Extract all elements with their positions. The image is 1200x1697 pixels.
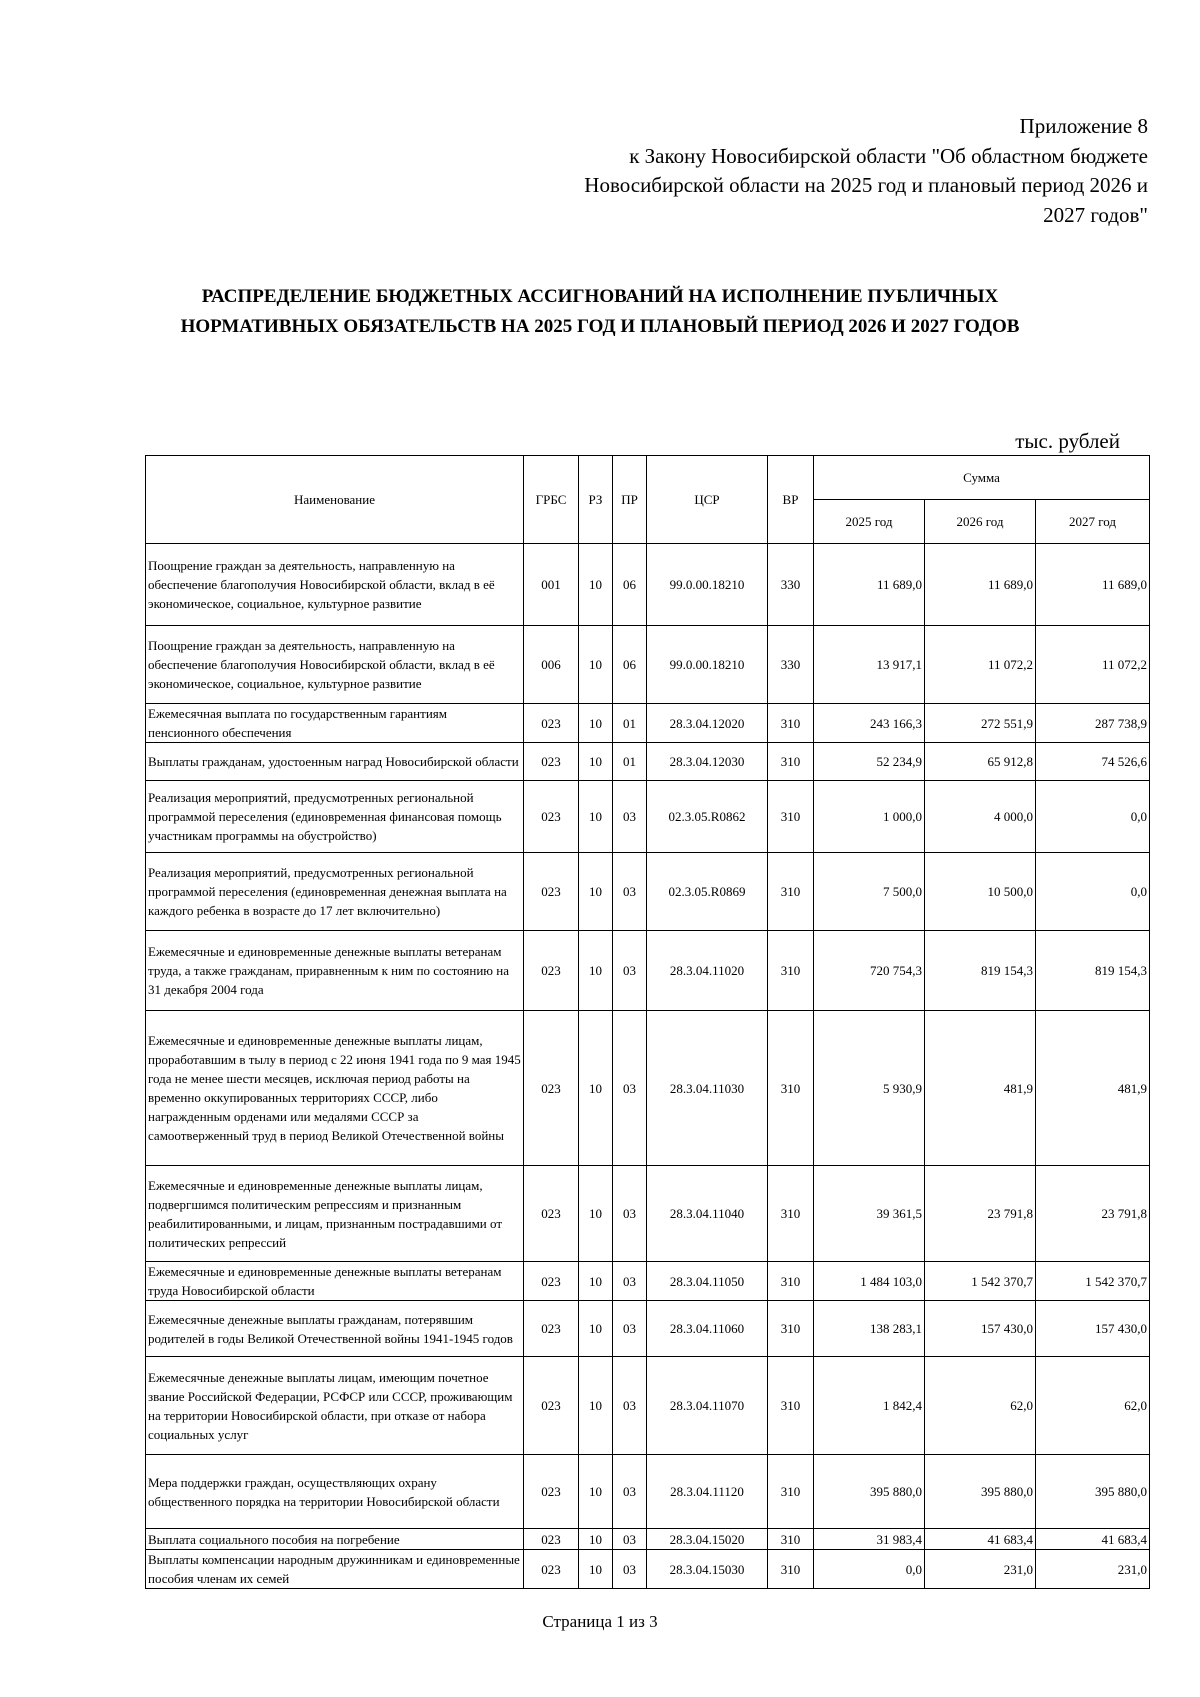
row-rz-cell: 10: [579, 1166, 613, 1262]
table-row: [146, 544, 1150, 626]
row-pr-cell: 03: [613, 1357, 647, 1455]
unit-label: тыс. рублей: [1015, 429, 1120, 453]
table-row: [146, 743, 1150, 781]
row-pr-cell: 01: [613, 704, 647, 743]
row-sum-2025-cell: 13 917,1: [814, 626, 925, 704]
header-name: Наименование: [146, 456, 524, 544]
table-row: [146, 1166, 1150, 1262]
header-pr: ПР: [613, 456, 647, 544]
row-csr-cell: 28.3.04.12030: [647, 743, 768, 781]
table-body: [146, 544, 1150, 1589]
row-sum-2025-cell: 243 166,3: [814, 704, 925, 743]
row-rz-cell: 10: [579, 1262, 613, 1301]
row-sum-2026-cell: 395 880,0: [925, 1455, 1036, 1529]
row-sum-2025-cell: 7 500,0: [814, 853, 925, 931]
row-csr-cell: 28.3.04.11060: [647, 1301, 768, 1357]
row-grbs-cell: 023: [524, 1455, 579, 1529]
row-sum-2027-cell: 0,0: [1036, 781, 1150, 853]
header-year-2025: 2025 год: [814, 500, 925, 544]
row-csr-cell: 28.3.04.15030: [647, 1550, 768, 1589]
row-sum-2026-cell: 157 430,0: [925, 1301, 1036, 1357]
appendix-line-1: Приложение 8: [1019, 114, 1148, 138]
row-pr-cell: 06: [613, 626, 647, 704]
table-row: [146, 781, 1150, 853]
row-grbs-cell: 023: [524, 781, 579, 853]
row-rz-cell: 10: [579, 1455, 613, 1529]
row-sum-2027-cell: 74 526,6: [1036, 743, 1150, 781]
table-row: [146, 1357, 1150, 1455]
row-sum-2027-cell: 11 072,2: [1036, 626, 1150, 704]
row-sum-2027-cell: 157 430,0: [1036, 1301, 1150, 1357]
row-pr-cell: 03: [613, 1011, 647, 1166]
row-name-cell: Поощрение граждан за деятельность, направленную на обеспечение благополучия Новосибирской области, вклад в её экономическое, социальное, культурное развитие: [146, 626, 524, 704]
row-sum-2025-cell: 1 842,4: [814, 1357, 925, 1455]
row-rz-cell: 10: [579, 743, 613, 781]
row-vr-cell: 310: [768, 781, 814, 853]
row-csr-cell: 99.0.00.18210: [647, 544, 768, 626]
table-row: [146, 853, 1150, 931]
title-line-1: РАСПРЕДЕЛЕНИЕ БЮДЖЕТНЫХ АССИГНОВАНИЙ НА ИСПОЛНЕНИЕ ПУБЛИЧНЫХ: [201, 286, 999, 307]
row-pr-cell: 03: [613, 1262, 647, 1301]
row-name-cell: Поощрение граждан за деятельность, направленную на обеспечение благополучия Новосибирской области, вклад в её экономическое, социальное, культурное развитие: [146, 544, 524, 626]
header-rz: РЗ: [579, 456, 613, 544]
row-vr-cell: 330: [768, 544, 814, 626]
header-grbs: ГРБС: [524, 456, 579, 544]
row-sum-2027-cell: 11 689,0: [1036, 544, 1150, 626]
row-grbs-cell: 023: [524, 1011, 579, 1166]
row-grbs-cell: 023: [524, 853, 579, 931]
row-pr-cell: 03: [613, 1550, 647, 1589]
row-pr-cell: 06: [613, 544, 647, 626]
row-pr-cell: 03: [613, 1301, 647, 1357]
row-sum-2027-cell: 231,0: [1036, 1550, 1150, 1589]
row-name-cell: Выплаты компенсации народным дружинникам и единовременные пособия членам их семей: [146, 1550, 524, 1589]
row-sum-2027-cell: 395 880,0: [1036, 1455, 1150, 1529]
row-vr-cell: 310: [768, 853, 814, 931]
row-sum-2026-cell: 481,9: [925, 1011, 1036, 1166]
row-name-cell: Выплата социального пособия на погребение: [146, 1529, 524, 1550]
row-csr-cell: 28.3.04.11070: [647, 1357, 768, 1455]
row-pr-cell: 03: [613, 781, 647, 853]
row-sum-2026-cell: 41 683,4: [925, 1529, 1036, 1550]
row-sum-2025-cell: 1 000,0: [814, 781, 925, 853]
header-row-1: [146, 456, 1150, 500]
row-grbs-cell: 023: [524, 1357, 579, 1455]
row-rz-cell: 10: [579, 1529, 613, 1550]
row-rz-cell: 10: [579, 1357, 613, 1455]
row-sum-2026-cell: 10 500,0: [925, 853, 1036, 931]
table-row: [146, 931, 1150, 1011]
row-sum-2025-cell: 720 754,3: [814, 931, 925, 1011]
row-sum-2025-cell: 1 484 103,0: [814, 1262, 925, 1301]
row-rz-cell: 10: [579, 1301, 613, 1357]
row-rz-cell: 10: [579, 781, 613, 853]
row-rz-cell: 10: [579, 1550, 613, 1589]
row-name-cell: Выплаты гражданам, удостоенным наград Новосибирской области: [146, 743, 524, 781]
row-pr-cell: 03: [613, 1166, 647, 1262]
row-rz-cell: 10: [579, 704, 613, 743]
row-csr-cell: 28.3.04.11040: [647, 1166, 768, 1262]
row-csr-cell: 28.3.04.11120: [647, 1455, 768, 1529]
page-number: Страница 1 из 3: [542, 1612, 658, 1631]
header-year-2026: 2026 год: [925, 500, 1036, 544]
row-pr-cell: 03: [613, 1455, 647, 1529]
row-name-cell: Реализация мероприятий, предусмотренных региональной программой переселения (единовременная финансовая помощь участникам программы на обустройство): [146, 781, 524, 853]
row-sum-2027-cell: 481,9: [1036, 1011, 1150, 1166]
row-csr-cell: 28.3.04.11050: [647, 1262, 768, 1301]
row-grbs-cell: 001: [524, 544, 579, 626]
row-grbs-cell: 023: [524, 1301, 579, 1357]
appendix-line-3: Новосибирской области на 2025 год и плановый период 2026 и: [584, 173, 1148, 197]
row-vr-cell: 310: [768, 1262, 814, 1301]
header-sum: Сумма: [814, 456, 1150, 500]
row-name-cell: Ежемесячные денежные выплаты гражданам, потерявшим родителей в годы Великой Отечественной войны 1941-1945 годов: [146, 1301, 524, 1357]
row-pr-cell: 01: [613, 743, 647, 781]
table-row: [146, 1301, 1150, 1357]
row-sum-2027-cell: 62,0: [1036, 1357, 1150, 1455]
row-vr-cell: 310: [768, 1550, 814, 1589]
row-sum-2026-cell: 11 689,0: [925, 544, 1036, 626]
appendix-line-2: к Закону Новосибирской области "Об областном бюджете: [629, 143, 1148, 168]
header-csr: ЦСР: [647, 456, 768, 544]
row-vr-cell: 310: [768, 1301, 814, 1357]
row-sum-2027-cell: 819 154,3: [1036, 931, 1150, 1011]
row-vr-cell: 310: [768, 1455, 814, 1529]
row-name-cell: Ежемесячные и единовременные денежные выплаты лицам, проработавшим в тылу в период с 22 июня 1941 года по 9 мая 1945 года не менее шести месяцев, исключая период работы на временно оккупированных территориях СССР, либо награжденным орденами или медалями СССР за самоотверженный труд в период Великой Отечественной войны: [146, 1011, 524, 1166]
header-year-2027: 2027 год: [1036, 500, 1150, 544]
row-sum-2026-cell: 65 912,8: [925, 743, 1036, 781]
table-row: [146, 1262, 1150, 1301]
header-vr: ВР: [768, 456, 814, 544]
row-rz-cell: 10: [579, 544, 613, 626]
row-sum-2026-cell: 11 072,2: [925, 626, 1036, 704]
row-name-cell: Мера поддержки граждан, осуществляющих охрану общественного порядка на территории Новосибирской области: [146, 1455, 524, 1529]
row-name-cell: Ежемесячные и единовременные денежные выплаты лицам, подвергшимся политическим репрессиям и признанным реабилитированными, и лицам, признанным пострадавшими от политических репрессий: [146, 1166, 524, 1262]
row-pr-cell: 03: [613, 931, 647, 1011]
row-name-cell: Реализация мероприятий, предусмотренных региональной программой переселения (единовременная денежная выплата на каждого ребенка в возрасте до 17 лет включительно): [146, 853, 524, 931]
row-sum-2027-cell: 1 542 370,7: [1036, 1262, 1150, 1301]
row-grbs-cell: 023: [524, 743, 579, 781]
row-csr-cell: 02.3.05.R0862: [647, 781, 768, 853]
row-sum-2026-cell: 4 000,0: [925, 781, 1036, 853]
appendix-line-4: 2027 годов": [1043, 202, 1148, 227]
row-sum-2027-cell: 0,0: [1036, 853, 1150, 931]
row-grbs-cell: 023: [524, 704, 579, 743]
row-sum-2026-cell: 1 542 370,7: [925, 1262, 1036, 1301]
row-name-cell: Ежемесячные и единовременные денежные выплаты ветеранам труда Новосибирской области: [146, 1262, 524, 1301]
row-vr-cell: 310: [768, 1011, 814, 1166]
row-grbs-cell: 023: [524, 1550, 579, 1589]
row-sum-2025-cell: 0,0: [814, 1550, 925, 1589]
budget-table: [145, 455, 1150, 1589]
row-grbs-cell: 023: [524, 1166, 579, 1262]
row-sum-2025-cell: 395 880,0: [814, 1455, 925, 1529]
row-grbs-cell: 023: [524, 931, 579, 1011]
row-name-cell: Ежемесячная выплата по государственным гарантиям пенсионного обеспечения: [146, 704, 524, 743]
row-rz-cell: 10: [579, 853, 613, 931]
row-sum-2026-cell: 231,0: [925, 1550, 1036, 1589]
table-row: [146, 1455, 1150, 1529]
row-sum-2026-cell: 23 791,8: [925, 1166, 1036, 1262]
row-sum-2027-cell: 41 683,4: [1036, 1529, 1150, 1550]
row-pr-cell: 03: [613, 853, 647, 931]
appendix-header: [528, 112, 1148, 230]
table-row: [146, 1550, 1150, 1589]
row-rz-cell: 10: [579, 1011, 613, 1166]
row-vr-cell: 310: [768, 743, 814, 781]
table-row: [146, 704, 1150, 743]
row-grbs-cell: 023: [524, 1262, 579, 1301]
table-row: [146, 1011, 1150, 1166]
row-vr-cell: 330: [768, 626, 814, 704]
row-rz-cell: 10: [579, 931, 613, 1011]
row-grbs-cell: 023: [524, 1529, 579, 1550]
row-sum-2025-cell: 52 234,9: [814, 743, 925, 781]
row-sum-2025-cell: 138 283,1: [814, 1301, 925, 1357]
row-rz-cell: 10: [579, 626, 613, 704]
row-pr-cell: 03: [613, 1529, 647, 1550]
row-sum-2026-cell: 272 551,9: [925, 704, 1036, 743]
row-grbs-cell: 006: [524, 626, 579, 704]
row-sum-2025-cell: 31 983,4: [814, 1529, 925, 1550]
row-vr-cell: 310: [768, 931, 814, 1011]
row-csr-cell: 28.3.04.11030: [647, 1011, 768, 1166]
row-csr-cell: 99.0.00.18210: [647, 626, 768, 704]
title-line-2: НОРМАТИВНЫХ ОБЯЗАТЕЛЬСТВ НА 2025 ГОД И ПЛАНОВЫЙ ПЕРИОД 2026 И 2027 ГОДОВ: [180, 316, 1020, 337]
row-name-cell: Ежемесячные и единовременные денежные выплаты ветеранам труда, а также гражданам, приравненным к ним по состоянию на 31 декабря 2004 года: [146, 931, 524, 1011]
table-row: [146, 626, 1150, 704]
row-vr-cell: 310: [768, 1166, 814, 1262]
row-name-cell: Ежемесячные денежные выплаты лицам, имеющим почетное звание Российской Федерации, РСФСР или СССР, проживающим на территории Новосибирской области, при отказе от набора социальных услуг: [146, 1357, 524, 1455]
row-sum-2026-cell: 62,0: [925, 1357, 1036, 1455]
row-sum-2027-cell: 23 791,8: [1036, 1166, 1150, 1262]
row-sum-2027-cell: 287 738,9: [1036, 704, 1150, 743]
row-vr-cell: 310: [768, 1529, 814, 1550]
document-title: [100, 282, 1100, 342]
row-sum-2026-cell: 819 154,3: [925, 931, 1036, 1011]
row-csr-cell: 02.3.05.R0869: [647, 853, 768, 931]
row-sum-2025-cell: 39 361,5: [814, 1166, 925, 1262]
row-csr-cell: 28.3.04.12020: [647, 704, 768, 743]
table-row: [146, 1529, 1150, 1550]
row-sum-2025-cell: 5 930,9: [814, 1011, 925, 1166]
row-csr-cell: 28.3.04.11020: [647, 931, 768, 1011]
row-csr-cell: 28.3.04.15020: [647, 1529, 768, 1550]
row-vr-cell: 310: [768, 1357, 814, 1455]
row-vr-cell: 310: [768, 704, 814, 743]
row-sum-2025-cell: 11 689,0: [814, 544, 925, 626]
